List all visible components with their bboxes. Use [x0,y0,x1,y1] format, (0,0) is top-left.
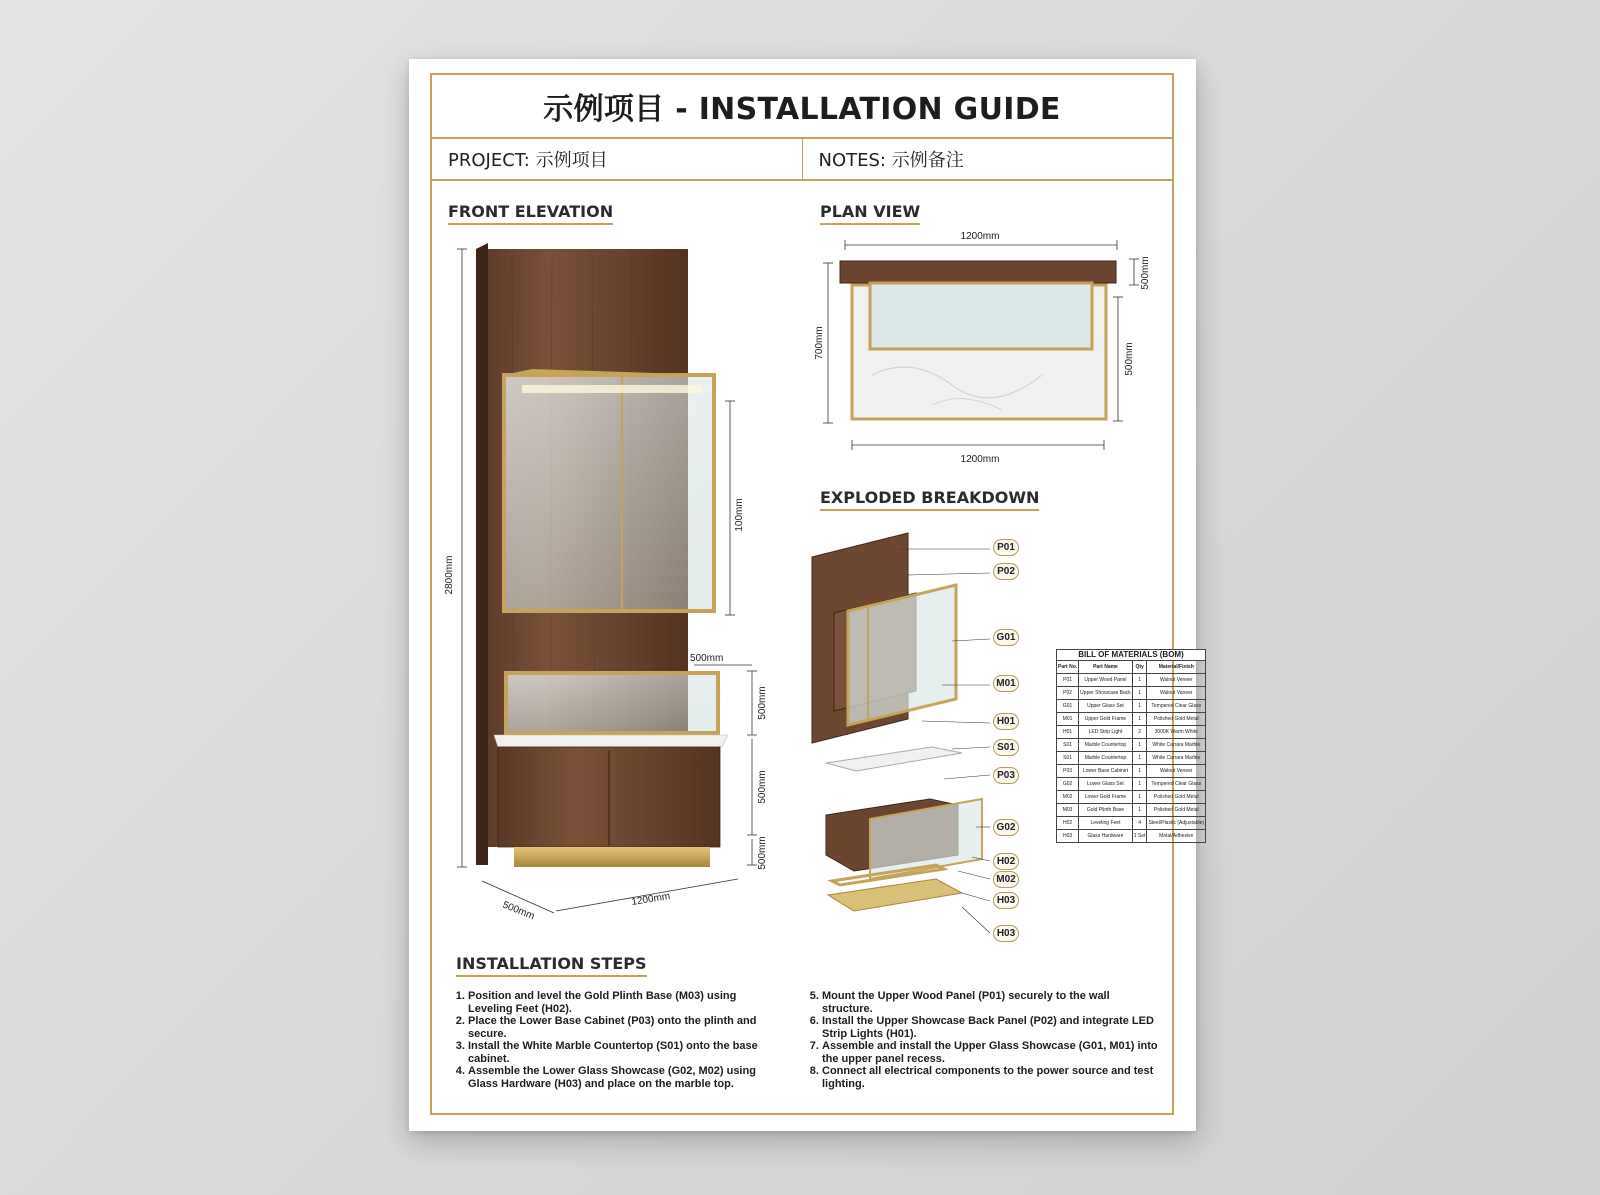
bom-cell: Upper Showcase Back [1079,687,1133,700]
callout-h01: H01 [993,713,1019,730]
bom-row [1057,830,1206,843]
step-item: 1. Position and level the Gold Plinth Base (M03) using Leveling Feet (H02). [468,990,768,1015]
bom-row [1057,726,1206,739]
guide-sheet [409,59,1205,1131]
step-item: 8. Connect all electrical components to the power source and test lighting. [822,1065,1162,1090]
bom-cell: 1 [1132,778,1147,791]
callout-m02: M02 [993,871,1019,888]
project-field: PROJECT: 示例项目 [448,150,608,171]
bom-cell: Polished Gold Metal [1147,713,1206,726]
depth-dim-label: 500mm [500,899,536,923]
lower-glass-dim-label: 500mm [757,686,768,720]
bom-cell: H03 [1057,830,1079,843]
step-item: 2. Place the Lower Base Cabinet (P03) onto the plinth and secure. [468,1015,768,1040]
bom-row [1057,765,1206,778]
callout-g02: G02 [993,819,1019,836]
plan-upper-showcase [870,283,1092,349]
bom-cell: Gold Plinth Base [1079,804,1133,817]
bom-table [1056,649,1206,843]
callout-h02: H02 [993,853,1019,870]
bom-row [1057,674,1206,687]
plan-top-width-label: 1200mm [960,231,1000,242]
bom-cell: 4 [1132,817,1147,830]
bom-cell: Lower Glass Set [1079,778,1133,791]
bom-row [1057,804,1206,817]
step-item: 5. Mount the Upper Wood Panel (P01) securely to the wall structure. [822,990,1162,1015]
bom-row [1057,778,1206,791]
bom-cell: M03 [1057,804,1079,817]
callout-h03-b: H03 [993,925,1019,942]
step-item: 6. Install the Upper Showcase Back Panel (P02) and integrate LED Strip Lights (H01). [822,1015,1162,1040]
plan-bottom-width-label: 1200mm [960,454,1000,465]
bom-header: Qty [1132,661,1147,674]
bom-cell: Steel/Plastic (Adjustable) [1147,817,1206,830]
bom-cell: Metal/Adhesive [1147,830,1206,843]
bom-cell: 1 [1132,804,1147,817]
height-dim-label: 2800mm [444,555,455,595]
bom-cell: Upper Wood Panel [1079,674,1133,687]
bom-cell: 1 [1132,752,1147,765]
callout-m01: M01 [993,675,1019,692]
gold-plinth-base [514,847,710,867]
bom-header: Material/Finish [1147,661,1206,674]
bom-cell: Tempered Clear Glass [1147,778,1206,791]
bom-cell: 1 [1132,674,1147,687]
callout-g01: G01 [993,629,1019,646]
bom-cell: 1 Set [1132,830,1147,843]
bom-cell: S01 [1057,752,1079,765]
bom-cell: P01 [1057,674,1079,687]
step-item: 7. Assemble and install the Upper Glass Showcase (G01, M01) into the upper panel recess. [822,1040,1162,1065]
lower-glass-showcase [506,673,718,733]
bom-cell: G02 [1057,778,1079,791]
exploded-drawing [812,515,1012,935]
bom-cell: 1 [1132,713,1147,726]
bom-cell: M02 [1057,791,1079,804]
bom-cell: Walnut Veneer [1147,687,1206,700]
front-elevation-title: FRONT ELEVATION [448,202,613,225]
notes-field: NOTES: 示例备注 [802,139,1173,179]
bom-cell: Marble Countertop [1079,739,1133,752]
bom-row [1057,713,1206,726]
bom-cell: 1 [1132,739,1147,752]
bom-row [1057,739,1206,752]
installation-steps-title: INSTALLATION STEPS [456,954,647,977]
bom-cell: P02 [1057,687,1079,700]
callout-p01: P01 [993,539,1019,556]
bom-header: Part Name [1079,661,1133,674]
bom-cell: Lower Gold Frame [1079,791,1133,804]
upper-glass-showcase [504,375,714,611]
bom-cell: Walnut Veneer [1147,765,1206,778]
bom-cell: 1 [1132,765,1147,778]
bom-cell: Upper Gold Frame [1079,713,1133,726]
plan-wood-panel [840,261,1116,283]
base-dim-label: 500mm [757,770,768,804]
plan-view-drawing [812,225,1172,465]
bom-row [1057,817,1206,830]
plan-top-right-label: 500mm [1140,256,1151,290]
plan-view-title: PLAN VIEW [820,202,920,225]
bom-cell: 1 [1132,791,1147,804]
marble-countertop [494,735,728,747]
plan-depth-right-label: 500mm [1124,342,1135,376]
bom-caption: BILL OF MATERIALS (BOM) [1056,649,1206,660]
bom-cell: M01 [1057,713,1079,726]
exploded-upper-showcase [848,585,956,725]
width-dim-label: 1200mm [630,891,671,908]
front-elevation-drawing [432,75,812,935]
bom-cell: Walnut Veneer [1147,674,1206,687]
bom-cell: P03 [1057,765,1079,778]
page-title: 示例项目 - INSTALLATION GUIDE [432,75,1172,139]
bom-cell: Polished Gold Metal [1147,791,1206,804]
step-item: 3. Install the White Marble Countertop (S01) onto the base cabinet. [468,1040,768,1065]
callout-p03: P03 [993,767,1019,784]
bom-cell: Marble Countertop [1079,752,1133,765]
upper-dim-label: 100mm [734,498,745,532]
plinth-dim-label: 500mm [757,836,768,870]
lower-depth-dim-label: 500mm [690,653,724,664]
bom-row [1057,687,1206,700]
sheet-frame [430,73,1205,1115]
bom-cell: White Carrara Marble [1147,752,1206,765]
bom-cell: G01 [1057,700,1079,713]
bom-cell: S01 [1057,739,1079,752]
bom-cell: 1 [1132,700,1147,713]
bom-cell: 3000K Warm White [1147,726,1206,739]
exploded-breakdown-title: EXPLODED BREAKDOWN [820,488,1039,511]
bom-cell: Polished Gold Metal [1147,804,1206,817]
callout-s01: S01 [993,739,1019,756]
bom-cell: LED Strip Light [1079,726,1133,739]
exploded-marble [826,747,962,771]
bom-row [1057,752,1206,765]
bom-cell: Upper Glass Set [1079,700,1133,713]
bom-cell: Glass Hardware [1079,830,1133,843]
bom-header: Part No. [1057,661,1079,674]
bom-cell: Tempered Clear Glass [1147,700,1206,713]
plan-depth-left-label: 700mm [814,326,825,360]
step-item: 4. Assemble the Lower Glass Showcase (G02, M02) using Glass Hardware (H03) and place on the marble top. [468,1065,768,1090]
bom-row [1057,791,1206,804]
bom-cell: White Carrara Marble [1147,739,1206,752]
bom-cell: 2 [1132,726,1147,739]
bom-cell: 1 [1132,687,1147,700]
steps-list-left [454,990,768,1090]
bom-cell: H01 [1057,726,1079,739]
callout-p02: P02 [993,563,1019,580]
steps-list-right [808,990,1162,1090]
bom-cell: Leveling Feet [1079,817,1133,830]
bom-row [1057,700,1206,713]
bom-cell: Lower Base Cabinet [1079,765,1133,778]
bom-cell: H02 [1057,817,1079,830]
callout-h03: H03 [993,892,1019,909]
